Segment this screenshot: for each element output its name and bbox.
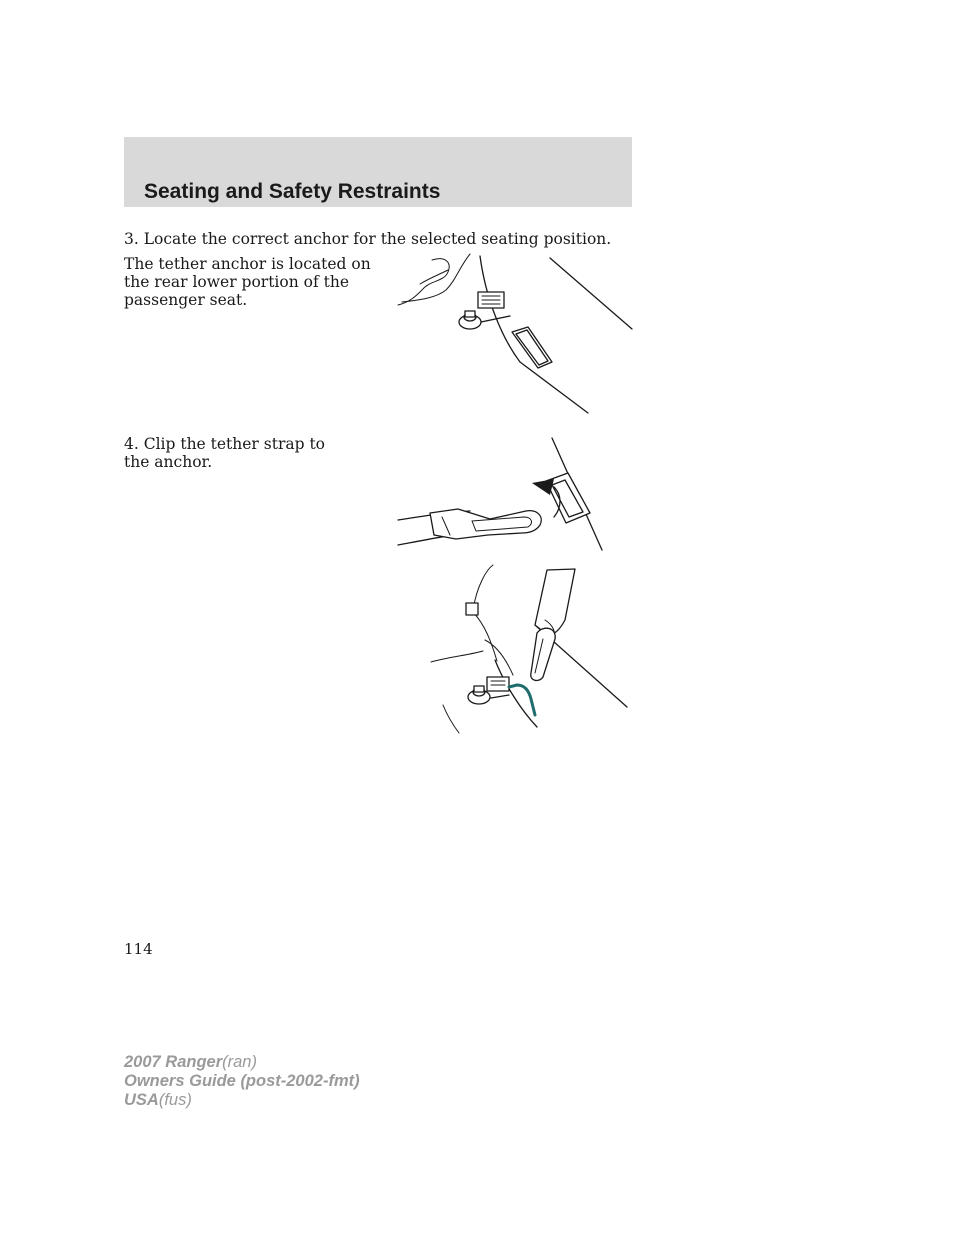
seat-tab: [466, 603, 478, 615]
clip-tether-strap-illustration: [390, 435, 620, 560]
step-3-detail-text: The tether anchor is located on the rear lower portion of the passenger seat.: [124, 255, 371, 309]
attached-tether-hook-highlight: [509, 685, 535, 715]
footer-market: USA: [124, 1091, 159, 1109]
floor-line: [550, 258, 632, 329]
footer-line-guide: [124, 1072, 360, 1091]
section-title: Seating and Safety Restraints: [144, 180, 441, 203]
anchor-bracket: [487, 677, 509, 691]
step-4-text: 4. Clip the tether strap to the anchor.: [124, 435, 326, 471]
document-footer: [124, 1053, 360, 1110]
tether-hook: [430, 509, 541, 539]
seat-back-edge: [480, 256, 588, 413]
tether-anchor-loop: [512, 327, 552, 368]
tether-anchor-location-illustration: [390, 250, 640, 420]
step-3-intro-text: 3. Locate the correct anchor for the selected seating position.: [124, 230, 612, 248]
footer-market-code: (fus): [158, 1091, 192, 1109]
footer-model: 2007 Ranger: [124, 1053, 223, 1071]
tether-attached-to-anchor-illustration: [425, 565, 635, 740]
arrow-up-left-icon: [532, 479, 554, 495]
footer-line-market: [124, 1091, 360, 1110]
anchor-bolt-icon: [459, 311, 510, 329]
tether-strap: [531, 569, 575, 680]
footer-model-code: (ran): [222, 1053, 257, 1071]
footer-guide: Owners Guide (post-2002-fmt): [124, 1072, 360, 1090]
page-number: 114: [124, 940, 153, 958]
footer-line-model: [124, 1053, 360, 1072]
anchor-bracket: [478, 292, 504, 308]
